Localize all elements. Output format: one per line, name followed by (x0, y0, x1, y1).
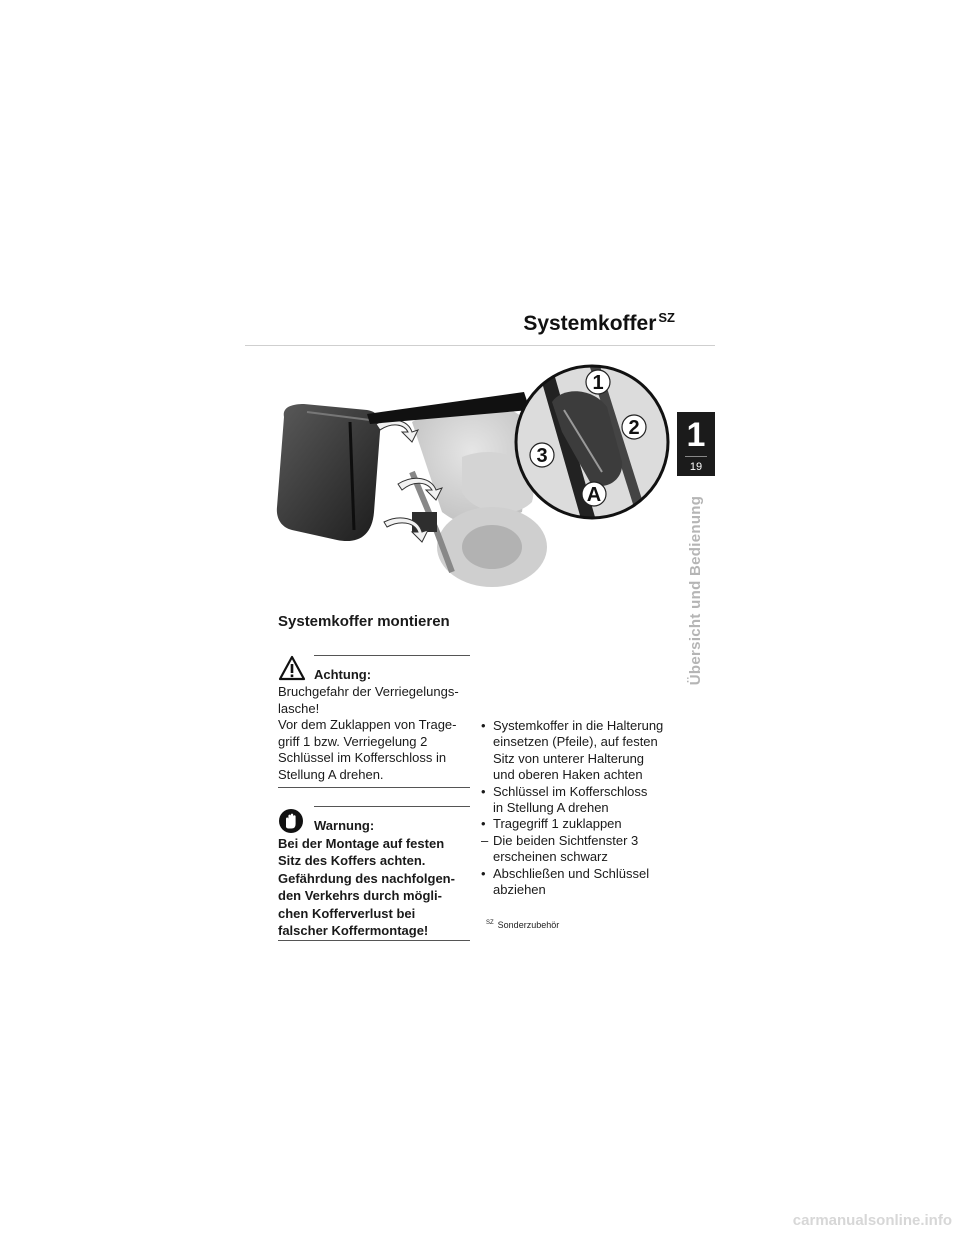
list-item (481, 866, 681, 899)
mounting-steps-list (481, 718, 681, 898)
achtung-caution-box (278, 655, 470, 788)
page-number: 19 (689, 461, 703, 473)
warnung-label: Warnung: (314, 818, 375, 833)
stop-hand-icon (278, 808, 304, 834)
warning-triangle-icon (278, 655, 306, 681)
step-line: Systemkoffer in die Halterung (493, 718, 664, 733)
warnung-line: falscher Koffermontage! (278, 923, 429, 939)
achtung-line: Schlüssel im Kofferschloss in (278, 750, 447, 766)
footnote-text: Sonderzubehör (497, 920, 560, 930)
warnung-body (278, 835, 470, 939)
warnung-line: Bei der Montage auf festen (278, 836, 445, 851)
step-line: in Stellung A drehen (493, 800, 609, 816)
page-title-text: Systemkoffer (523, 312, 657, 335)
bullet-marker: • (481, 816, 486, 832)
achtung-label: Achtung: (314, 667, 372, 682)
callout-a: A (586, 484, 602, 506)
achtung-line: Stellung A drehen. (278, 766, 384, 782)
step-line: abziehen (493, 882, 546, 898)
footnote-sup: SZ (486, 920, 494, 926)
list-item (481, 833, 681, 866)
list-item (481, 718, 681, 784)
warnung-line: den Verkehrs durch mögli- (278, 888, 442, 904)
warnung-line: Gefährdung des nachfolgen- (278, 870, 455, 886)
chapter-tab-divider (685, 456, 707, 457)
chapter-tab (677, 412, 715, 476)
page-title (420, 310, 675, 336)
dash-marker: – (481, 832, 489, 848)
bullet-marker: • (481, 783, 486, 799)
step-line: einsetzen (Pfeile), auf festen (493, 734, 658, 750)
footnote (486, 920, 559, 930)
step-line: erscheinen schwarz (493, 849, 608, 865)
bullet-marker: • (481, 718, 486, 733)
page-title-superscript: SZ (658, 310, 675, 325)
step-line: Tragegriff 1 zuklappen (493, 816, 622, 832)
achtung-top-rule (314, 655, 470, 656)
achtung-body (278, 684, 470, 784)
step-line: Abschließen und Schlüssel (493, 865, 650, 881)
step-line: Schlüssel im Kofferschloss (493, 783, 648, 799)
callout-1: 1 (592, 372, 604, 394)
watermark: carmanualsonline.info (792, 1212, 952, 1229)
header-rule (245, 345, 715, 346)
achtung-line: lasche! (278, 700, 320, 716)
case-mounting-illustration (262, 362, 672, 587)
side-chapter-title (673, 490, 719, 690)
warnung-top-rule (314, 806, 470, 807)
achtung-line: Bruchgefahr der Verriegelungs- (278, 684, 459, 699)
warnung-line: Sitz des Koffers achten. (278, 853, 426, 869)
chapter-number: 1 (686, 416, 706, 454)
warnung-line: chen Kofferverlust bei (278, 905, 416, 921)
step-line: und oberen Haken achten (493, 767, 643, 783)
bullet-marker: • (481, 865, 486, 881)
achtung-line: Vor dem Zuklappen von Trage- (278, 717, 457, 733)
achtung-line: griff 1 bzw. Verriegelung 2 (278, 733, 428, 749)
list-item (481, 816, 681, 832)
callout-2: 2 (628, 417, 640, 439)
case-drawing (277, 404, 381, 541)
warnung-warning-box (278, 806, 470, 941)
step-line: Die beiden Sichtfenster 3 (493, 832, 639, 848)
callout-3: 3 (536, 445, 548, 467)
warnung-bottom-rule (278, 940, 470, 941)
achtung-bottom-rule (278, 787, 470, 788)
list-item (481, 784, 681, 817)
side-chapter-title-text: Übersicht und Bedienung (687, 495, 705, 685)
section-heading: Systemkoffer montieren (278, 613, 450, 630)
step-line: Sitz von unterer Halterung (493, 750, 645, 766)
